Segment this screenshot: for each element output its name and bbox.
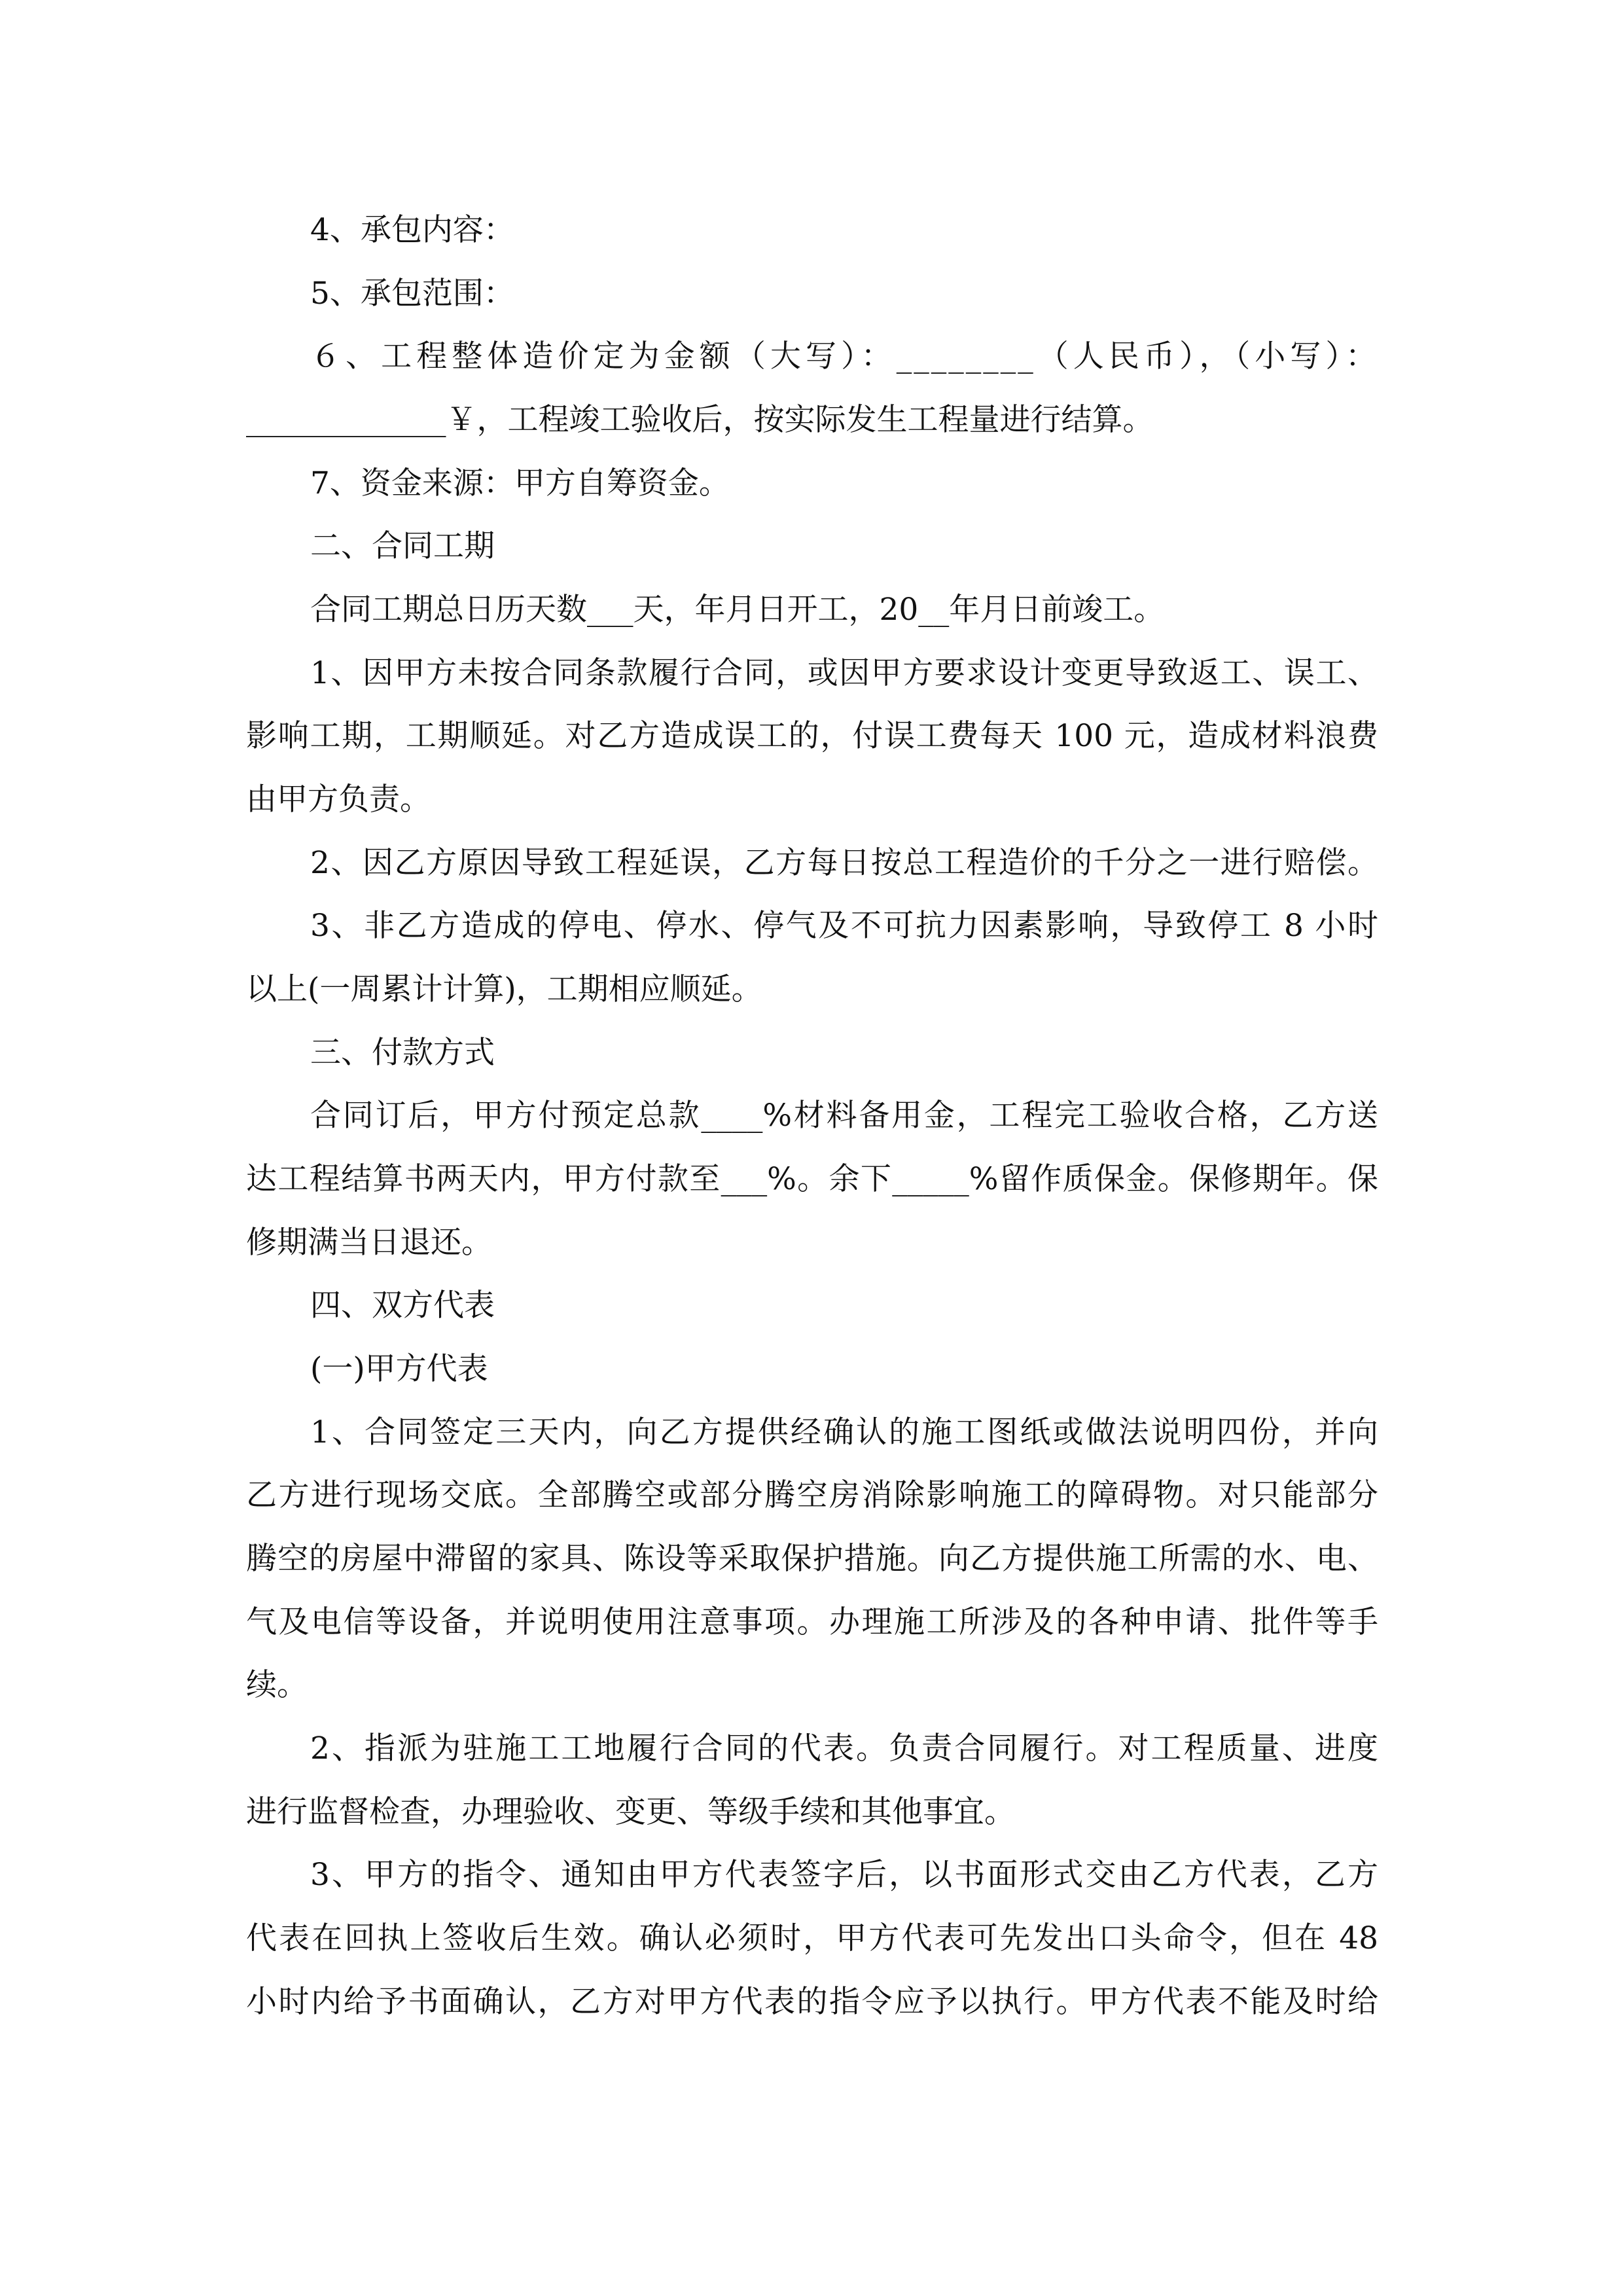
clause-rep-1: 1、合同签定三天内，向乙方提供经确认的施工图纸或做法说明四份，并向	[310, 1414, 1378, 1450]
clause-rep-3-line2: 代表在回执上签收后生效。确认必须时，甲方代表可先发出口头命令，但在 48	[246, 1920, 1378, 1956]
clause-rep-3: 3、甲方的指令、通知由甲方代表签字后，以书面形式交由乙方代表，乙方	[310, 1857, 1378, 1893]
clause-rep-1-line2: 乙方进行现场交底。全部腾空或部分腾空房消除影响施工的障碍物。对只能部分	[246, 1477, 1378, 1513]
clause-rep-1-line4: 气及电信等设备，并说明使用注意事项。办理施工所涉及的各种申请、批件等手	[246, 1604, 1378, 1640]
clause-delay-party-a-cont: 影响工期，工期顺延。对乙方造成误工的，付误工费每天 100 元，造成材料浪费	[246, 718, 1378, 754]
item-total-price: ６、工程整体造价定为金额（大写）：________（人民币），（小写）：	[310, 338, 1378, 374]
clause-force-majeure: 3、非乙方造成的停电、停水、停气及不可抗力因素影响，导致停工 8 小时	[310, 908, 1378, 944]
item-contract-content: 4、承包内容：	[310, 212, 514, 248]
clause-rep-1-end: 续。	[246, 1667, 308, 1703]
clause-rep-2-end: 进行监督检查，办理验收、变更、等级手续和其他事宜。	[246, 1794, 1015, 1830]
item-fund-source: 7、资金来源：甲方自筹资金。	[310, 465, 730, 501]
clause-force-majeure-cont: 以上(一周累计计算)，工期相应顺延。	[246, 971, 762, 1007]
clause-delay-party-a: 1、因甲方未按合同条款履行合同，或因甲方要求设计变更导致返工、误工、	[310, 655, 1378, 691]
subsection-heading-party-a-rep: (一)甲方代表	[310, 1351, 488, 1387]
clause-delay-party-a-end: 由甲方负责。	[246, 781, 431, 817]
item-contract-scope: 5、承包范围：	[310, 276, 514, 312]
section-heading-schedule: 二、合同工期	[310, 528, 495, 564]
clause-rep-2: 2、指派为驻施工工地履行合同的代表。负责合同履行。对工程质量、进度	[310, 1731, 1378, 1767]
paragraph-schedule: 合同工期总日历天数___天，年月日开工，20__年月日前竣工。	[310, 592, 1165, 628]
clause-rep-3-line3: 小时内给予书面确认，乙方对甲方代表的指令应予以执行。甲方代表不能及时给	[246, 1984, 1378, 2020]
paragraph-payment-cont: 达工程结算书两天内，甲方付款至___%。余下_____%留作质保金。保修期年。保	[246, 1161, 1378, 1197]
section-heading-representatives: 四、双方代表	[310, 1287, 495, 1323]
clause-rep-1-line3: 腾空的房屋中滞留的家具、陈设等采取保护措施。向乙方提供施工所需的水、电、	[246, 1541, 1378, 1577]
clause-delay-party-b: 2、因乙方原因导致工程延误，乙方每日按总工程造价的千分之一进行赔偿。	[310, 845, 1378, 881]
paragraph-payment-end: 修期满当日退还。	[246, 1225, 492, 1261]
paragraph-payment: 合同订后，甲方付预定总款____%材料备用金，工程完工验收合格，乙方送	[310, 1098, 1378, 1134]
section-heading-payment: 三、付款方式	[310, 1035, 495, 1071]
item-total-price-cont: _____________￥，工程竣工验收后，按实际发生工程量进行结算。	[246, 402, 1154, 438]
